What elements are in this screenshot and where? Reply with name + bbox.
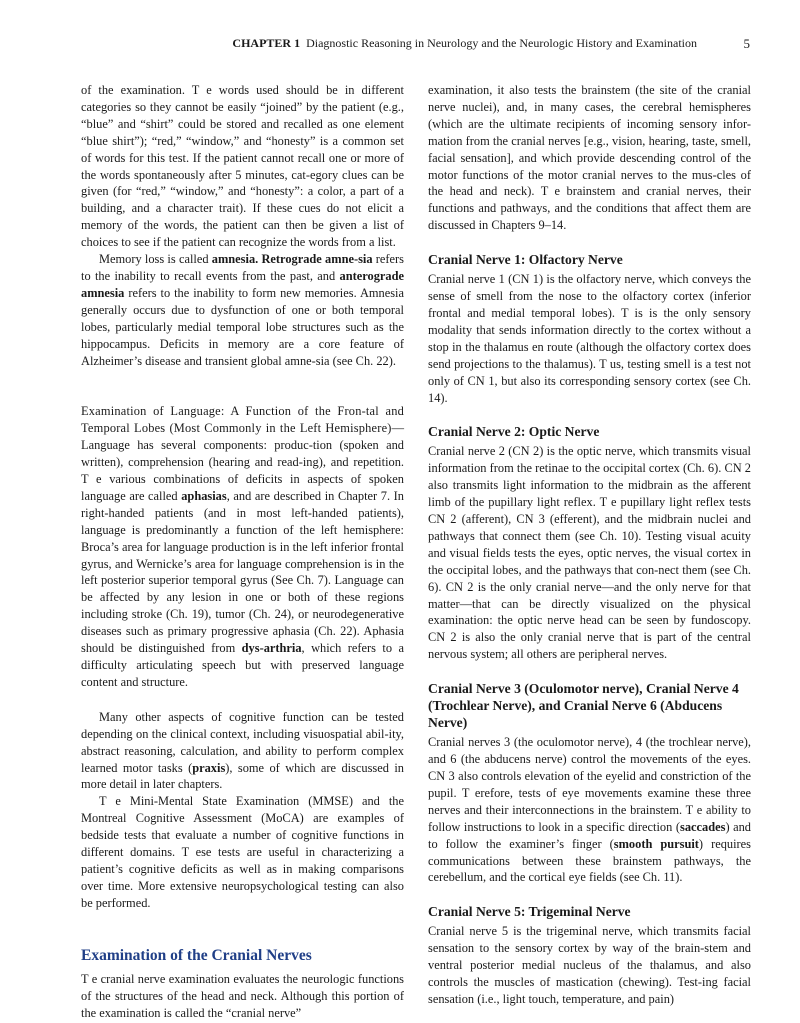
term-smooth-pursuit: smooth pursuit	[613, 836, 699, 851]
paragraph-memory-test: of the examination. T e words used should be in different categories so they cannot be easily “joined” by the patient (e.g., “blue” and “shirt” could be stored and recalled as one element “blue shirt”); “red,” “window,” and “honesty” is a common set of words for this test. If the patient cannot recall one or more of the words spontaneously after 5 minutes, cat-egory clues can be given (for “red,” “window,” and “honesty”: a color, a part of a building, and a character trait). If these cues do not elicit a memory of the words, the patient can then be given a list of choices to see if the patient can recognize the words from a list.	[81, 83, 404, 250]
paragraph-cn1: Cranial nerve 1 (CN 1) is the olfactory nerve, which conveys the sense of smell from the nose to the olfactory cortex (inferior frontal and medial temporal lobes). T is is the only sensory modality that sends information directly to the cortex without a stop in the thalamus en route (although the olfactory cortex does send projections to the thalamus). T us, testing smell is a test not only of CN 1, but also its corresponding sensory cortex (see Ch. 14).	[428, 272, 751, 405]
paragraph-language: Examination of Language: A Function of the Fron-tal and Temporal Lobes (Most Commonly in the Left Hemisphere)—Language has several components: produc-tion (spoken and written), comprehension (hearing and read-ing), and repetition. T e various combinations of deficits in aspects of spoken language are called aphasias, and are described in Chapter 7. In right-handed patients (and in most left-handed patients), language is predominantly a function of the left hemisphere: Broca’s area for language production is in the left inferior frontal gyrus, and Wernicke’s area for language comprehension is in the left posterior superior temporal gyrus (See Ch. 7). Language can be affected by any lesion in one or both of these regions including stroke (Ch. 19), tumor (Ch. 24), or neurodegenerative diseases such as primary progressive aphasia (Ch. 22). Aphasia should be distinguished from dys-arthria, which refers to a difficulty articulating speech but with preserved language content and structure.	[81, 404, 404, 689]
paragraph-cn5: Cranial nerve 5 is the trigeminal nerve, which transmits facial sensation to the sensory cortex by way of the brain-stem and ventral posterior medial nucleus of the thalamus, and also controls the muscles of mastication (chewing). Test-ing facial sensation (i.e., light touch, temperature, and pain)	[428, 924, 751, 1006]
page-number: 5	[743, 36, 750, 51]
paragraph-amnesia: Memory loss is called amnesia. Retrograde amne-sia refers to the inability to recall events from the past, and anterograde amnesia refers to the inability to form new memories. Amnesia generally occurs due to dysfunction of one or both temporal lobes, particularly medial temporal lobe structures such as the hippocampus. Deficits in memory are a core feature of Alzheimer’s disease and transient global amne-sia (see Ch. 22).	[81, 252, 404, 368]
section-heading-cranial-nerves: Examination of the Cranial Nerves	[81, 946, 312, 964]
paragraph-cn2: Cranial nerve 2 (CN 2) is the optic nerve, which transmits visual information from the retinae to the occipital cortex (Ch. 6). CN 2 also transmits light information to the midbrain as the afferent limb of the pupillary light reflex. T e pupillary light reflex tests CN 2 (afferent), CN 3 (efferent), and the midbrain nuclei and pathways that connect them (see Ch. 10). Testing visual acuity and visual fields tests the eyes, optic nerves, the visual cortex in the occipital lobes, and the pathways that con-nect them (see Ch. 6). CN 2 is the only cranial nerve—and the only nerve for that matter—that can be directly visualized on the physical examination: the optic nerve head can be seen by fundoscopy. CN 2 is also the only cranial nerve that is part of the central nervous system; all others are peripheral nerves.	[428, 444, 751, 662]
heading-cn1: Cranial Nerve 1: Olfactory Nerve	[428, 252, 623, 268]
language-run-in-heading: Examination of Language: A Function of the Fron-tal and Temporal Lobes (Most Commonly in the Left Hemisphere)	[81, 404, 404, 436]
paragraph-mmse-moca: T e Mini-Mental State Examination (MMSE) and the Montreal Cognitive Assessment (MoCA) are examples of bedside tests that evaluate a number of cognitive functions in different domains. T ese tests are useful in characterizing a patient’s cognitive deficits as well as in making comparisons over time. More extensive neuropsychological testing can also be performed.	[81, 794, 404, 910]
term-amnesia: amnesia.	[211, 252, 259, 267]
chapter-label: CHAPTER 1	[232, 36, 301, 50]
term-aphasias: aphasias	[181, 488, 227, 503]
left-column	[81, 82, 404, 1021]
chapter-title: Diagnostic Reasoning in Neurology and the Neurologic History and Examination	[306, 36, 697, 50]
paragraph-cranial-intro-cont: examination, it also tests the brainstem (the site of the cranial nerve nuclei), and, in many cases, the cerebral hemispheres (which are the ultimate recipients of incoming sensory infor-mation from the cranial nerves [e.g., vision, hearing, taste, smell, facial sensation], and which provide descending control of the motor functions of the motor cranial nerves to the mus-cles of the head and neck). T e brainstem and cranial nerves, their functions and pathways, and the conditions that affect them are discussed in Chapters 9–14.	[428, 83, 751, 233]
paragraph-cranial-intro: T e cranial nerve examination evaluates the neurologic functions of the structures of the head and neck. Although this portion of the examination is called the “cranial nerve”	[81, 971, 404, 1020]
heading-cn3-4-6: Cranial Nerve 3 (Oculomotor nerve), Cranial Nerve 4 (Trochlear Nerve), and Cranial Nerve 6 (Abducens Nerve)	[428, 681, 739, 731]
term-retrograde-amnesia: Retrograde amne-sia	[261, 252, 373, 267]
paragraph-cn3-4-6: Cranial nerves 3 (the oculomotor nerve), 4 (the trochlear nerve), and 6 (the abducens nerve) control the movements of the eyes. CN 3 also controls elevation of the eyelid and constriction of the pupil. T erefore, tests of eye movements examine these three nerves and their interconnections in the brainstem. T e ability to follow instructions to look in a specific direction (saccades) and to follow the examiner’s finger (smooth pursuit) requires communications between these brainstem pathways, the cerebellum, and the cortical eye fields (see Ch. 11).	[428, 735, 751, 885]
running-head-title	[232, 36, 697, 51]
heading-cn5: Cranial Nerve 5: Trigeminal Nerve	[428, 904, 631, 920]
term-dysarthria: dys-arthria	[241, 641, 302, 656]
heading-cn2: Cranial Nerve 2: Optic Nerve	[428, 424, 600, 440]
running-head	[0, 36, 800, 56]
term-saccades: saccades	[680, 819, 726, 834]
paragraph-cognitive-function: Many other aspects of cognitive function can be tested depending on the clinical context, including visuospatial abil-ity, abstract reasoning, calculation, and ability to perform complex learned motor tasks (praxis), some of which are discussed in more detail in later chapters.	[81, 709, 404, 792]
term-anterograde-amnesia: anterograde amnesia	[81, 268, 404, 300]
right-column	[428, 82, 751, 1008]
term-praxis: praxis	[192, 760, 226, 775]
